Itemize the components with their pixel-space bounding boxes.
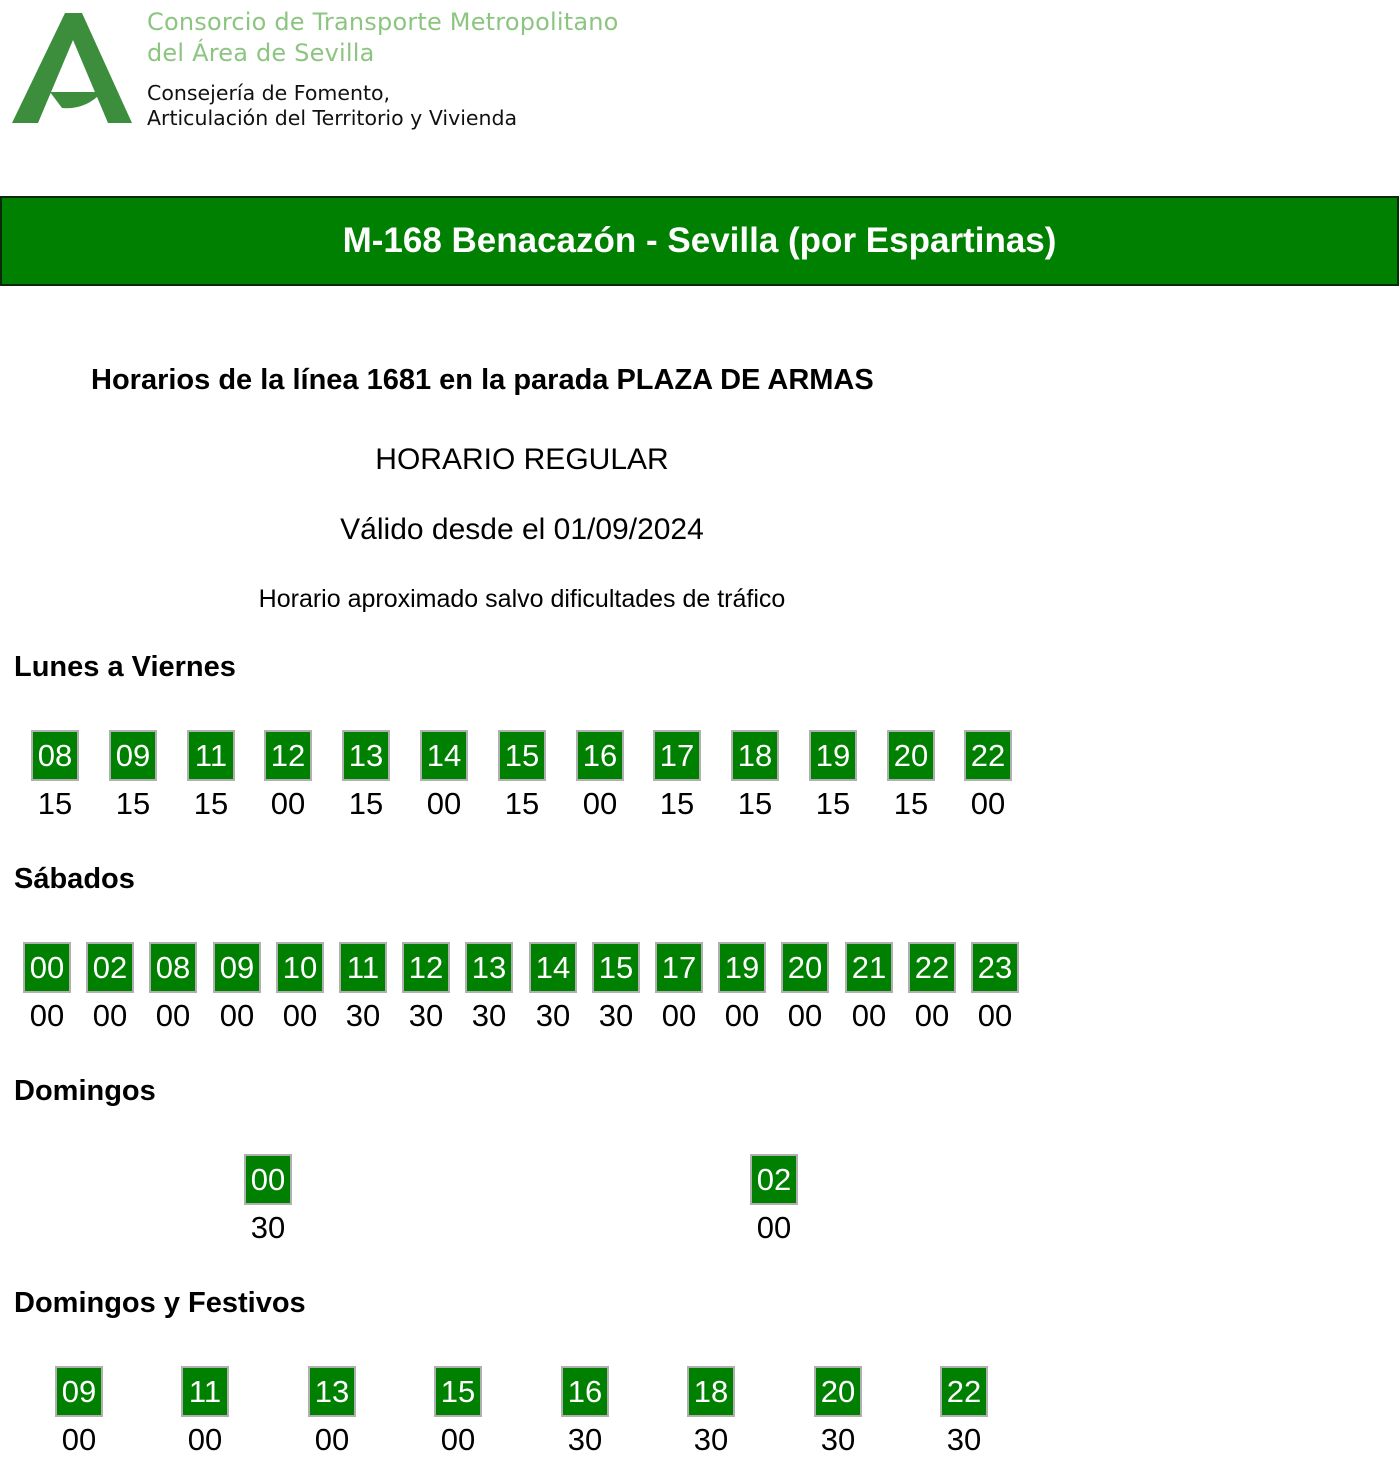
valid-from-date: Válido desde el 01/09/2024 (340, 513, 704, 546)
hour-box: 09 (213, 942, 261, 993)
minute-label: 00 (977, 998, 1013, 1033)
minute-label: 30 (567, 1422, 603, 1457)
minute-label: 00 (219, 998, 255, 1033)
hour-box: 12 (402, 942, 450, 993)
time-slot (887, 730, 935, 824)
time-slot (781, 942, 829, 1036)
hour-box: 09 (109, 730, 157, 781)
time-slot (244, 1154, 292, 1248)
hour-box: 00 (23, 942, 71, 993)
section-title-sundays: Domingos (14, 1075, 156, 1107)
hour-box: 18 (731, 730, 779, 781)
minute-label: 30 (598, 998, 634, 1033)
time-slot (592, 942, 640, 1036)
hour-box: 15 (434, 1366, 482, 1417)
time-slot (420, 730, 468, 824)
minute-label: 15 (737, 786, 773, 821)
minute-label: 00 (661, 998, 697, 1033)
page-header (0, 0, 1399, 150)
hour-box: 19 (718, 942, 766, 993)
time-slot (687, 1366, 735, 1460)
minute-label: 30 (535, 998, 571, 1033)
minute-label: 00 (756, 1210, 792, 1245)
time-slot (718, 942, 766, 1036)
hour-box: 16 (561, 1366, 609, 1417)
time-slot (964, 730, 1012, 824)
minute-label: 30 (693, 1422, 729, 1457)
hour-box: 11 (181, 1366, 229, 1417)
hour-box: 17 (653, 730, 701, 781)
junta-andalucia-logo-icon (10, 10, 132, 128)
time-slot (434, 1366, 482, 1460)
minute-label: 00 (29, 998, 65, 1033)
time-slot (750, 1154, 798, 1248)
time-slot (971, 942, 1019, 1036)
minute-label: 30 (250, 1210, 286, 1245)
minute-label: 30 (408, 998, 444, 1033)
minute-label: 15 (504, 786, 540, 821)
minute-label: 00 (270, 786, 306, 821)
time-slot (109, 730, 157, 824)
minute-label: 00 (787, 998, 823, 1033)
time-slot (465, 942, 513, 1036)
hour-box: 18 (687, 1366, 735, 1417)
time-slot (187, 730, 235, 824)
hour-box: 11 (339, 942, 387, 993)
hour-box: 00 (244, 1154, 292, 1205)
time-slot (529, 942, 577, 1036)
time-slot (181, 1366, 229, 1460)
department-name-line-2: Articulación del Territorio y Vivienda (147, 106, 518, 130)
hour-box: 22 (908, 942, 956, 993)
minute-label: 00 (970, 786, 1006, 821)
time-slot (576, 730, 624, 824)
time-slot (339, 942, 387, 1036)
time-slot (276, 942, 324, 1036)
minute-label: 00 (187, 1422, 223, 1457)
minute-label: 00 (155, 998, 191, 1033)
minute-label: 30 (345, 998, 381, 1033)
time-slot (342, 730, 390, 824)
hour-box: 15 (498, 730, 546, 781)
minute-label: 00 (314, 1422, 350, 1457)
hour-box: 16 (576, 730, 624, 781)
hour-box: 22 (940, 1366, 988, 1417)
hour-box: 14 (529, 942, 577, 993)
time-slot (731, 730, 779, 824)
hour-box: 23 (971, 942, 1019, 993)
time-slot (31, 730, 79, 824)
hour-box: 19 (809, 730, 857, 781)
hour-box: 12 (264, 730, 312, 781)
time-slot (23, 942, 71, 1036)
hour-box: 02 (750, 1154, 798, 1205)
consortium-name-line-1: Consorcio de Transporte Metropolitano (147, 8, 619, 36)
hour-box: 13 (342, 730, 390, 781)
time-slot (561, 1366, 609, 1460)
minute-label: 15 (659, 786, 695, 821)
line-stop-subtitle: Horarios de la línea 1681 en la parada PLAZA DE ARMAS (91, 364, 874, 396)
minute-label: 00 (851, 998, 887, 1033)
minute-label: 15 (115, 786, 151, 821)
minute-label: 15 (37, 786, 73, 821)
minute-label: 00 (426, 786, 462, 821)
time-slot (940, 1366, 988, 1460)
hour-box: 13 (465, 942, 513, 993)
time-slot (809, 730, 857, 824)
schedule-type: HORARIO REGULAR (375, 443, 669, 476)
time-slot (655, 942, 703, 1036)
time-slot (908, 942, 956, 1036)
consortium-name-line-2: del Área de Sevilla (147, 39, 375, 67)
time-slot (213, 942, 261, 1036)
minute-label: 00 (440, 1422, 476, 1457)
minute-label: 00 (582, 786, 618, 821)
time-slot (308, 1366, 356, 1460)
time-slot (653, 730, 701, 824)
route-title-banner (0, 196, 1399, 286)
minute-label: 15 (893, 786, 929, 821)
route-title: M-168 Benacazón - Sevilla (por Espartinas) (342, 221, 1057, 260)
hour-box: 20 (814, 1366, 862, 1417)
hour-box: 15 (592, 942, 640, 993)
minute-label: 00 (61, 1422, 97, 1457)
hour-box: 20 (887, 730, 935, 781)
hour-box: 20 (781, 942, 829, 993)
minute-label: 00 (92, 998, 128, 1033)
minute-label: 15 (815, 786, 851, 821)
minute-label: 30 (471, 998, 507, 1033)
time-slot (264, 730, 312, 824)
traffic-note: Horario aproximado salvo dificultades de tráfico (258, 585, 786, 613)
hour-box: 13 (308, 1366, 356, 1417)
section-title-sundays-holidays: Domingos y Festivos (14, 1287, 306, 1319)
hour-box: 21 (845, 942, 893, 993)
minute-label: 30 (946, 1422, 982, 1457)
minute-label: 00 (914, 998, 950, 1033)
time-slot (55, 1366, 103, 1460)
time-slot (845, 942, 893, 1036)
hour-box: 14 (420, 730, 468, 781)
minute-label: 15 (193, 786, 229, 821)
hour-box: 09 (55, 1366, 103, 1417)
hour-box: 11 (187, 730, 235, 781)
section-title-weekdays: Lunes a Viernes (14, 651, 236, 683)
hour-box: 08 (31, 730, 79, 781)
hour-box: 08 (149, 942, 197, 993)
time-slot (402, 942, 450, 1036)
hour-box: 17 (655, 942, 703, 993)
hour-box: 02 (86, 942, 134, 993)
hour-box: 10 (276, 942, 324, 993)
minute-label: 15 (348, 786, 384, 821)
minute-label: 00 (282, 998, 318, 1033)
minute-label: 30 (820, 1422, 856, 1457)
time-slot (814, 1366, 862, 1460)
section-title-saturdays: Sábados (14, 863, 135, 895)
time-slot (86, 942, 134, 1036)
minute-label: 00 (724, 998, 760, 1033)
department-name-line-1: Consejería de Fomento, (147, 81, 391, 105)
time-slot (498, 730, 546, 824)
hour-box: 22 (964, 730, 1012, 781)
time-slot (149, 942, 197, 1036)
